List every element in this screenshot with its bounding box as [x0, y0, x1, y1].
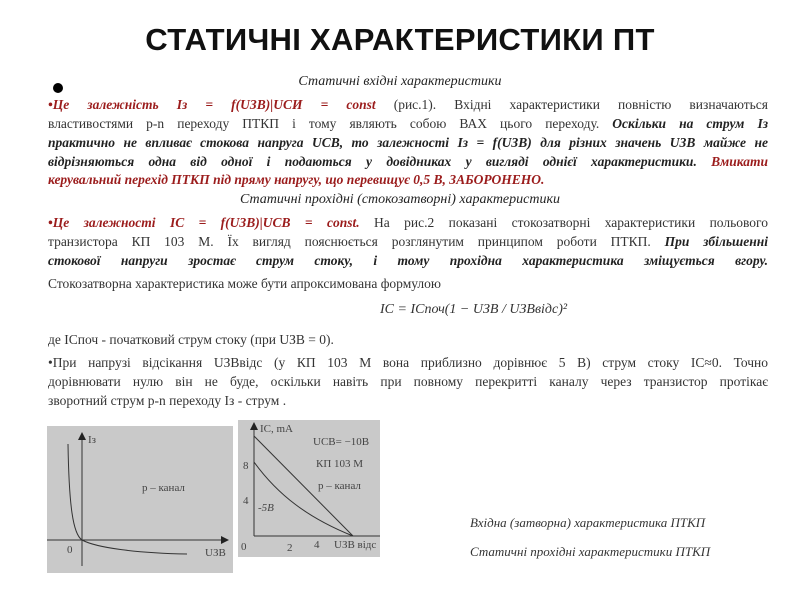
text-segment: транзистора КП 103 М. Їх вигляд пояснюється розглянутим принципом роботи ПТКП. [48, 234, 665, 249]
x-label: UЗВ [205, 547, 226, 559]
channel-label: p – канал [318, 480, 361, 492]
model-label: КП 103 М [316, 458, 364, 470]
text-segment: •Це залежності IC = f(UЗВ)|UСВ = const. [48, 215, 360, 230]
text-segment: На рис.2 показані стокозатворні характеристики польового [359, 215, 768, 230]
text-line [48, 153, 768, 171]
text-segment: практично не впливає стокова напруга UСВ, то залежності Iз = f(UЗВ) для різних значень UЗВ майже не [48, 135, 768, 150]
origin-label: 0 [241, 541, 247, 553]
input-curve [68, 444, 187, 554]
text-line [48, 331, 768, 349]
curve-label: -5B [258, 502, 274, 514]
formula: IC = IСпоч(1 − UЗВ / UЗВвідс)² [380, 302, 568, 317]
text-segment: •При напрузі відсікання UЗВвідс (у КП 103 М вона приблизно дорівнює 5 В) струм стоку IC≈0. Точно [48, 355, 768, 370]
text-line [48, 134, 768, 152]
text-segment: Стокозатворна характеристика може бути апроксимована формулою [48, 276, 442, 291]
text-segment: дорівнювати нулю він не буде, оскільки навіть при повному перекритті каналу через транзистор протікає [48, 374, 768, 389]
text-segment: де IСпоч - початковий струм стоку (при UЗВ = 0). [48, 332, 334, 347]
tick-y-4: 4 [243, 495, 249, 507]
tick-x-4: 4 [314, 539, 320, 551]
text-line [48, 96, 768, 114]
slide-title: СТАТИЧНІ ХАРАКТЕРИСТИКИ ПТ [145, 22, 655, 57]
channel-label: p – канал [142, 482, 185, 494]
x-label: UЗВ відс [334, 539, 377, 551]
text-segment: відрізняються одна від одної і подаються у довідниках у вигляді однієї характеристики. [48, 154, 712, 169]
text-segment: властивостями p-n переходу ПТКП і тому являють собою ВАХ цього переходу. [48, 116, 613, 131]
y-axis-arrow-icon [78, 432, 86, 440]
y-axis-arrow-icon [250, 422, 258, 430]
param-label: UСВ= −10B [313, 436, 370, 448]
text-segment: стокової напруги зростає струм стоку, і тому прохідна характеристика зміщується вгору. [48, 253, 768, 268]
tick-x-2: 2 [287, 542, 293, 554]
text-line [48, 354, 768, 372]
origin-label: 0 [67, 544, 73, 556]
text-line [48, 233, 768, 251]
caption-figure-2: Статичні прохідні характеристики ПТКП [470, 544, 711, 559]
text-segment: Вмикати [711, 154, 768, 169]
figure-input-characteristic [47, 426, 233, 573]
text-line [48, 214, 768, 232]
text-line [48, 171, 768, 189]
text-segment: Оскільки на струм Iз [612, 116, 768, 131]
text-line [48, 392, 768, 410]
heading-transfer-characteristics: Статичні прохідні (стокозатворні) характеристики [239, 192, 561, 207]
y-label: IС, mA [260, 423, 293, 435]
tick-y-8: 8 [243, 460, 249, 472]
x-axis-arrow-icon [221, 536, 229, 544]
transfer-curve-lower [254, 462, 353, 536]
figure-transfer-characteristics [238, 420, 380, 557]
text-line [48, 373, 768, 391]
text-line [48, 275, 768, 293]
caption-figure-1: Вхідна (затворна) характеристика ПТКП [470, 515, 706, 530]
text-segment: (рис.1). Вхідні характеристики повністю визначаються [375, 97, 768, 112]
text-segment: керувальний перехід ПТКП під пряму напругу, що перевищує 0,5 В, ЗАБОРОНЕНО. [48, 172, 545, 187]
text-line [48, 252, 768, 270]
text-segment: зворотний струм p-n переходу Iз - струм . [48, 393, 287, 408]
y-label: Iз [88, 434, 97, 446]
text-segment: •Це залежність Iз = f(UЗВ)|UСИ = const [48, 97, 376, 112]
text-line [48, 115, 768, 133]
text-segment: При збільшенні [664, 234, 768, 249]
heading-input-characteristics: Статичні вхідні характеристики [298, 74, 502, 89]
